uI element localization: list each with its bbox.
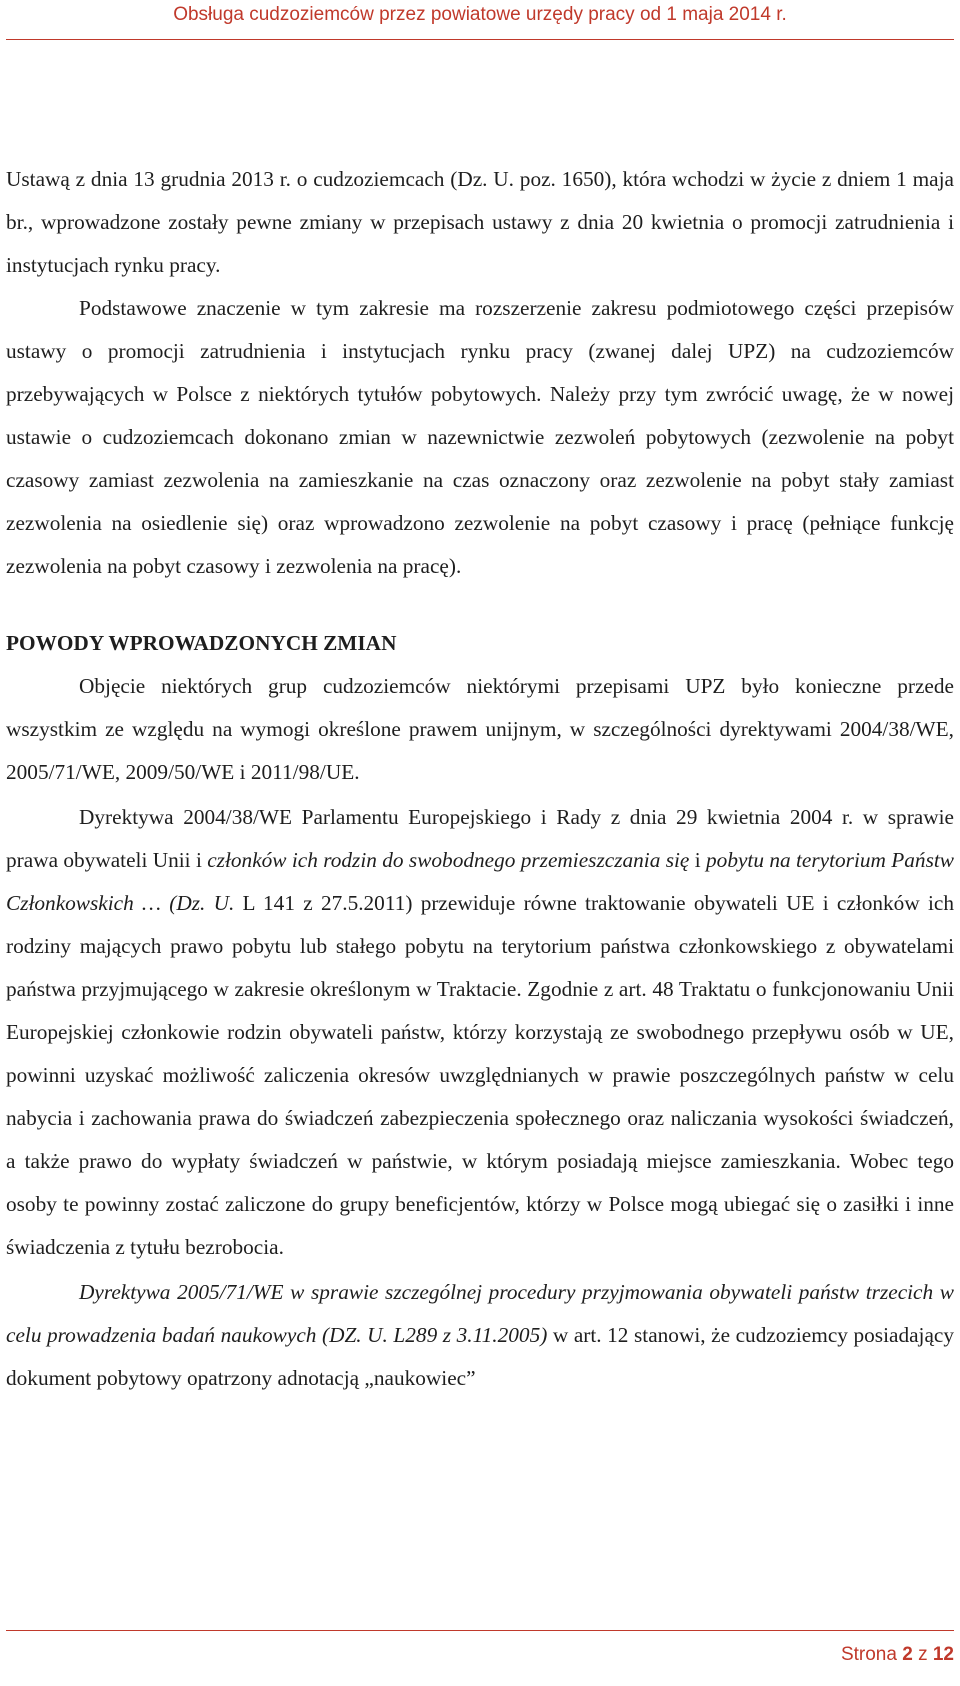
directive-2004-rest: L 141 z 27.5.2011) przewiduje równe traktowanie obywateli UE i członków ich rodziny mających prawo pobytu lub stałego pobytu na terytorium państwa członkowskiego z obywatelami państwa przyjmującego w zakresie określonym w Traktacie. Zgodnie z art. 48 Traktatu o funkcjonowaniu Unii Europejskiej członkowie rodzin obywateli państw, którzy korzystają ze swobodnego przepływu osób w UE, powinni uzyskać możliwość zaliczenia okresów uwzględnianych w prawie poszczególnych państw w celu nabycia i zachowania prawa do świadczeń zabezpieczenia społecznego oraz naliczania wysokości świadczeń, a także prawo do wypłaty świadczeń w państwie, w którym posiadają miejsce zamieszkania. Wobec tego osoby te powinny zostać zaliczone do grupy beneficjentów, którzy w Polsce mogą ubiegać się o zasiłki i inne świadczenia z tytułu bezrobocia.: [6, 891, 954, 1259]
paragraph-reasons: Objęcie niektórych grup cudzoziemców niektórymi przepisami UPZ było konieczne przede wszystkim ze względu na wymogi określone prawem unijnym, w szczególności dyrektywami 2004/38/WE, 2005/71/WE, 2009/50/WE i 2011/98/UE.: [6, 674, 954, 784]
footer-rule: [6, 1630, 954, 1631]
page-current: 2: [902, 1644, 913, 1665]
section-heading: POWODY WPROWADZONYCH ZMIAN: [6, 631, 397, 655]
page-total: 12: [932, 1644, 954, 1665]
paragraph-scope: Podstawowe znaczenie w tym zakresie ma rozszerzenie zakresu podmiotowego części przepisów ustawy o promocji zatrudnienia i instytucjach rynku pracy (zwanej dalej UPZ) na cudzoziemców przebywających w Polsce z niektórych tytułów pobytowych. Należy przy tym zwrócić uwagę, że w nowej ustawie o cudzoziemcach dokonano zmian w nazewnictwie zezwoleń pobytowych (zezwolenie na pobyt czasowy zamiast zezwolenia na zamieszkanie na czas oznaczony oraz zezwolenie na pobyt stały zamiast zezwolenia na osiedlenie się) oraz wprowadzono zezwolenie na pobyt czasowy i pracę (pełniące funkcję zezwolenia na pobyt czasowy i zezwolenia na pracę).: [6, 296, 954, 578]
directive-2004-italic-2: pobytu na terytorium Państw Członkowskich … (Dz. U.: [6, 848, 954, 915]
directive-2004-italic-1: członków ich rodzin do swobodnego przemieszczania się: [207, 848, 690, 872]
page-number: [841, 1644, 954, 1666]
page-prefix: Strona: [840, 1644, 903, 1665]
directive-2004-text: Dyrektywa 2004/38/WE Parlamentu Europejskiego i Rady z dnia 29 kwietnia 2004 r. w sprawie prawa obywateli Unii i: [6, 805, 954, 872]
header-rule: [6, 39, 954, 40]
paragraph-intro: Ustawą z dnia 13 grudnia 2013 r. o cudzoziemcach (Dz. U. poz. 1650), która wchodzi w życie z dniem 1 maja br., wprowadzone zostały pewne zmiany w przepisach ustawy z dnia 20 kwietnia o promocji zatrudnienia i instytucjach rynku pracy.: [6, 167, 954, 277]
running-header: Obsługa cudzoziemców przez powiatowe urzędy pracy od 1 maja 2014 r.: [173, 4, 787, 25]
paragraph-directive-2004: [6, 796, 954, 1269]
page-sep: z: [912, 1644, 933, 1665]
directive-2005-rest: w art. 12 stanowi, że cudzoziemcy posiadający dokument pobytowy opatrzony adnotacją „naukowiec”: [6, 1323, 955, 1390]
directive-2004-conj: i: [689, 848, 707, 872]
paragraph-directive-2005: [6, 1271, 954, 1400]
document-body: [6, 158, 954, 1400]
directive-2005-italic: Dyrektywa 2005/71/WE w sprawie szczególnej procedury przyjmowania obywateli państw trzecich w celu prowadzenia badań naukowych (DZ. U. L289 z 3.11.2005): [6, 1280, 954, 1347]
